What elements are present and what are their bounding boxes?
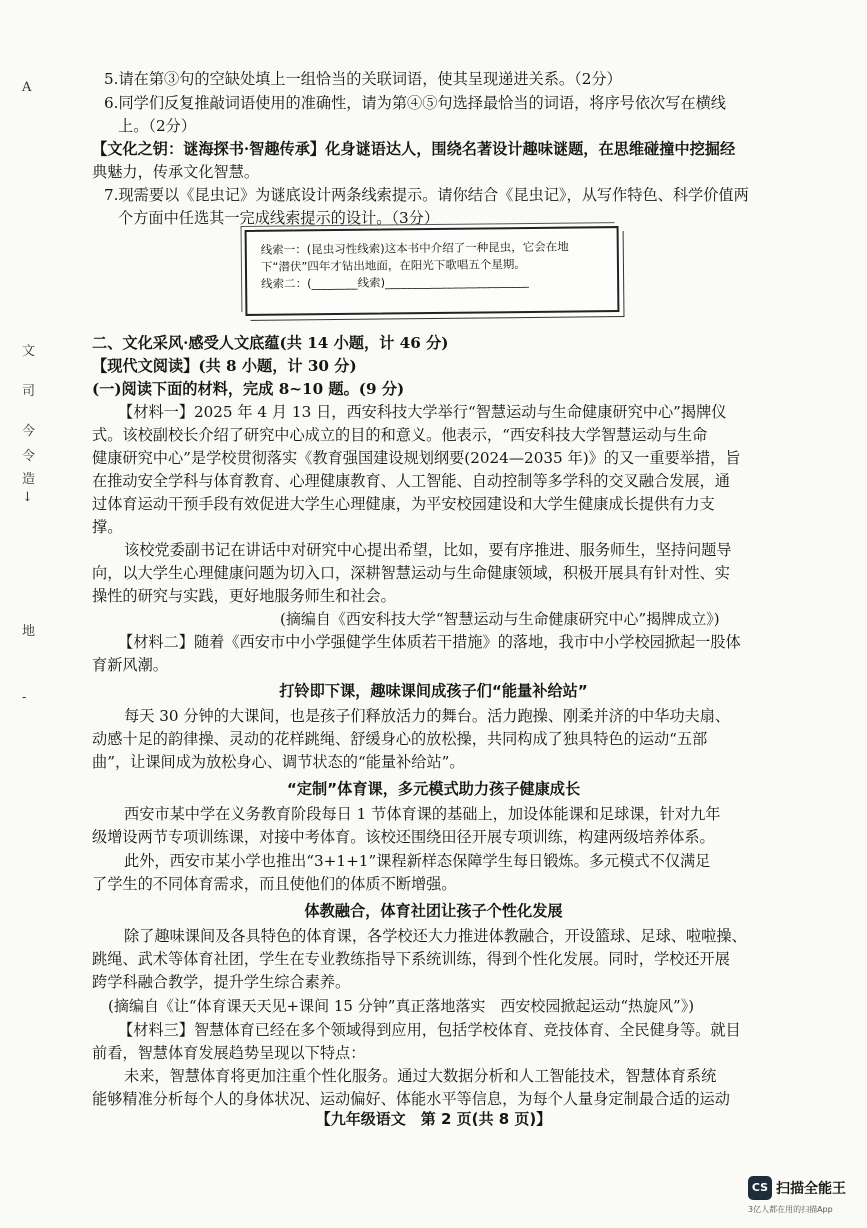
material-1-line: 过体育运动干预手段有效促进大学生心理健康，为平安校园建设和大学生健康成长提供有力支 xyxy=(92,495,715,513)
page-footer: 【九年级语文 第 2 页(共 8 页)】 xyxy=(315,1110,552,1128)
material-1-line: 向，以大学生心理健康问题为切入口，深耕智慧运动与生命健康领域，积极开展具有针对性、实 xyxy=(92,564,730,582)
clue-line-3: 线索二：(________线索)_________________________ xyxy=(261,273,529,291)
source-1: (摘编自《西安科技大学“智慧运动与生命健康研究中心”揭牌成立》) xyxy=(280,610,720,628)
material-3-line: 【材料三】智慧体育已经在多个领域得到应用，包括学校体育、竞技体育、全民健身等。就目 xyxy=(118,1021,741,1039)
margin-mark: - xyxy=(22,690,27,705)
section-2-title: 二、文化采风·感受人文底蕴(共 14 小题，计 46 分) xyxy=(92,334,449,352)
paragraph-line: 了学生的不同体育需求，而且使他们的体质不断增强。 xyxy=(92,875,457,893)
question-5: 5.请在第③句的空缺处填上一组恰当的关联词语，使其呈现递进关系。（2分） xyxy=(104,70,622,88)
culture-section-cont: 典魅力，传承文化智慧。 xyxy=(92,163,260,181)
paragraph-line: 此外，西安市某小学也推出“3+1+1”课程新样态保障学生每日锻炼。多元模式不仅满足 xyxy=(124,852,711,870)
question-6-cont: 上。（2分） xyxy=(118,117,197,135)
margin-mark: 文 xyxy=(22,344,36,359)
culture-section: 【文化之钥：谜海探书·智趣传承】化身谜语达人，围绕名著设计趣味谜题，在思维碰撞中挖掘经 xyxy=(92,140,736,158)
paragraph-line: 除了趣味课间及各具特色的体育课，各学校还大力推进体教融合，开设篮球、足球、啦啦操、 xyxy=(124,927,747,945)
subheading-1: 打铃即下课，趣味课间成孩子们“能量补给站” xyxy=(279,682,588,700)
margin-mark: ↓ xyxy=(22,490,33,505)
subheading-3: 体教融合，体育社团让孩子个性化发展 xyxy=(304,902,563,920)
reading-1-title: (一)阅读下面的材料，完成 8~10 题。(9 分) xyxy=(92,380,405,398)
paragraph-line: 跳绳、武术等体育社团，学生在专业教练指导下系统训练，得到个性化发展。同时，学校还开展 xyxy=(92,950,730,968)
paragraph-line: 西安市某中学在义务教育阶段每日 1 节体育课的基础上，加设体能课和足球课，针对九年 xyxy=(124,805,721,823)
margin-mark: 造 xyxy=(22,472,36,487)
material-1-line: 该校党委副书记在讲话中对研究中心提出希望，比如，要有序推进、服务师生，坚持问题导 xyxy=(124,541,732,559)
paragraph-line: 级增设两节专项训练课，对接中考体育。该校还围绕田径开展专项训练，构建两级培养体系。 xyxy=(92,828,715,846)
material-1-line: 式。该校副校长介绍了研究中心成立的目的和意义。他表示，“西安科技大学智慧运动与生命 xyxy=(92,426,708,444)
material-3-line: 前看，智慧体育发展趋势呈现以下特点： xyxy=(92,1044,366,1062)
material-1-line: 撑。 xyxy=(92,518,123,536)
material-2-line: 【材料二】随着《西安市中小学强健学生体质若干措施》的落地，我市中小学校园掀起一股体 xyxy=(118,633,741,651)
material-1-line: 在推动安全学科与体育教育、心理健康教育、人工智能、自动控制等多学科的交叉融合发展，通 xyxy=(92,472,730,490)
material-1-line: 操性的研究与实践，更好地服务师生和社会。 xyxy=(92,587,396,605)
paragraph-line: 跨学科融合教学，提升学生综合素养。 xyxy=(92,973,351,991)
source-2: (摘编自《让“体育课天天见+课间 15 分钟”真正落地落实 西安校园掀起运动“热旋风”》) xyxy=(108,997,695,1015)
margin-mark: 今 xyxy=(22,424,36,439)
margin-mark: 令 xyxy=(22,449,36,464)
paragraph-line: 曲”，让课间成为放松身心、调节状态的“能量补给站”。 xyxy=(92,753,465,771)
watermark-tagline: 3亿人都在用的扫描App xyxy=(748,1205,833,1214)
camscanner-logo-icon: CS xyxy=(748,1176,772,1200)
margin-mark: 地 xyxy=(22,624,36,639)
margin-mark: 司 xyxy=(22,384,36,399)
watermark-name: 扫描全能王 xyxy=(776,1181,846,1197)
material-1-line: 【材料一】2025 年 4 月 13 日，西安科技大学举行“智慧运动与生命健康研究中心”揭牌仪 xyxy=(118,403,727,421)
subheading-2: “定制”体育课，多元模式助力孩子健康成长 xyxy=(286,780,581,798)
material-1-line: 健康研究中心”是学校贯彻落实《教育强国建设规划纲要(2024—2035 年)》的又一重要举措，旨 xyxy=(92,449,741,467)
material-2-line: 育新风潮。 xyxy=(92,656,168,674)
paragraph-line: 未来，智慧体育将更加注重个性化服务。通过大数据分析和人工智能技术，智慧体育系统 xyxy=(124,1067,717,1085)
paragraph-line: 每天 30 分钟的大课间，也是孩子们释放活力的舞台。活力跑操、刚柔并济的中华功夫扇、 xyxy=(124,707,731,725)
margin-mark: A xyxy=(22,80,32,95)
clue-line-1: 线索一：(昆虫习性线索)这本书中介绍了一种昆虫，它会在地 xyxy=(260,239,569,257)
question-6: 6.同学们反复推敲词语使用的准确性，请为第④⑤句选择最恰当的词语，将序号依次写在横线 xyxy=(104,94,726,112)
paragraph-line: 动感十足的韵律操、灵动的花样跳绳、舒缓身心的放松操，共同构成了独具特色的运动“五部 xyxy=(92,730,708,748)
clue-box xyxy=(245,226,620,316)
scanner-watermark xyxy=(748,1176,862,1216)
clue-line-2: 下“潜伏”四年才钻出地面，在阳光下歌唱五个星期。 xyxy=(260,257,526,274)
modern-reading-title: 【现代文阅读】(共 8 小题，计 30 分) xyxy=(92,357,357,375)
question-7: 7.现需要以《昆虫记》为谜底设计两条线索提示。请你结合《昆虫记》，从写作特色、科学价值两 xyxy=(104,186,749,204)
paragraph-line: 能够精准分析每个人的身体状况、运动偏好、体能水平等信息，为每个人量身定制最合适的运动 xyxy=(92,1090,730,1108)
question-7-cont: 个方面中任选其一完成线索提示的设计。（3分） xyxy=(118,209,440,227)
